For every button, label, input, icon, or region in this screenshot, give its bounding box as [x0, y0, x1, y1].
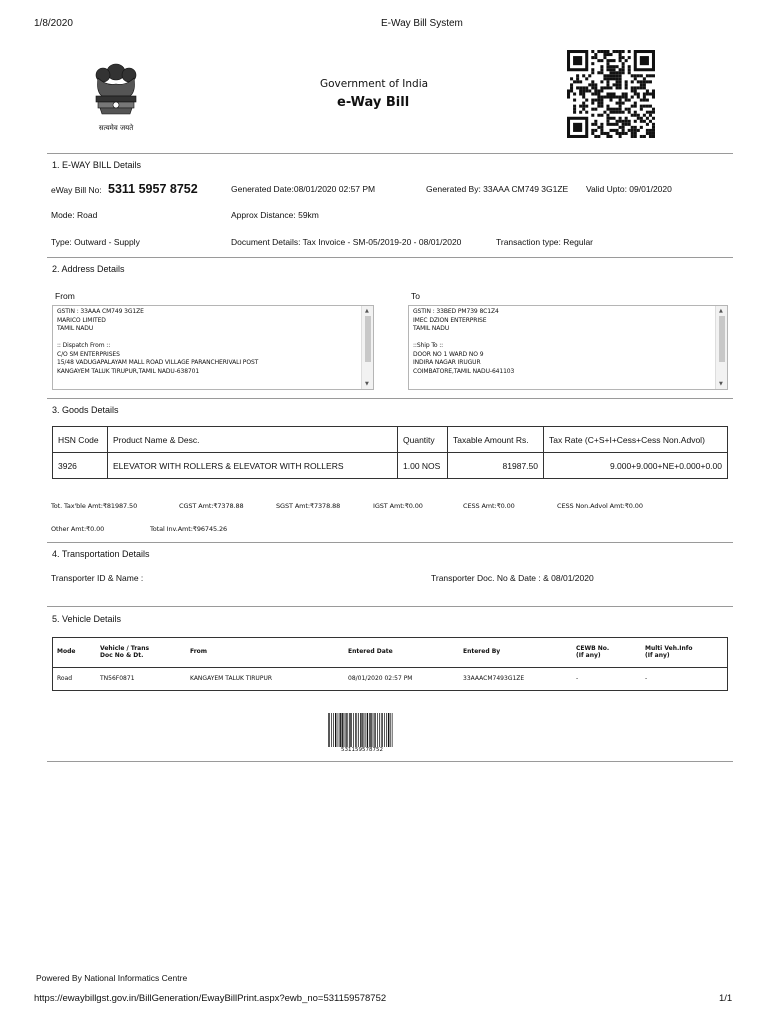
- divider: [47, 761, 733, 762]
- section-transport-title: 4. Transportation Details: [52, 549, 150, 559]
- total-invoice-amount: Total Inv.Amt:₹96745.26: [150, 525, 228, 533]
- col-vehicle-l2: Doc No & Dt.: [100, 651, 144, 659]
- ewb-no: 5311 5957 8752: [108, 182, 198, 196]
- divider: [47, 153, 733, 154]
- sgst-amount: SGST Amt:₹7378.88: [276, 502, 341, 510]
- generated-by: Generated By: 33AAA CM749 3G1ZE: [426, 184, 569, 194]
- address-line: ::Ship To ::: [413, 342, 444, 349]
- col-multi-veh-l2: (If any): [645, 651, 670, 659]
- section-vehicle-title: 5. Vehicle Details: [52, 614, 122, 624]
- to-label: To: [411, 291, 420, 301]
- approx-distance: Approx Distance: 59km: [231, 210, 319, 220]
- vehicle-table: [52, 637, 728, 689]
- vehicle-header-row: [52, 637, 728, 667]
- address-line: COIMBATORE,TAMIL NADU-641103: [413, 367, 515, 375]
- cgst-amount: CGST Amt:₹7378.88: [179, 502, 244, 510]
- col-mode: [52, 637, 95, 667]
- ewb-no-label: eWay Bill No:: [51, 185, 102, 195]
- col-entered-date-l1: Entered Date: [348, 648, 393, 656]
- goods-header-row: [53, 427, 728, 453]
- divider: [47, 606, 733, 607]
- col-multi-veh-l1: Multi Veh.Info: [645, 644, 693, 652]
- to-address-box[interactable]: [408, 305, 728, 390]
- doc-title: e-Way Bill: [337, 95, 410, 110]
- generated-date: Generated Date:08/01/2020 02:57 PM: [231, 184, 376, 194]
- col-cewb: [571, 637, 640, 667]
- print-date: 1/8/2020: [34, 18, 73, 29]
- col-quantity: Quantity: [398, 427, 448, 453]
- col-mode-l1: Mode: [57, 648, 76, 656]
- scroll-down-icon[interactable]: ▼: [719, 380, 723, 387]
- goods-row: [53, 453, 728, 479]
- from-label: From: [55, 291, 75, 301]
- cess-amount: CESS Amt:₹0.00: [463, 502, 515, 510]
- address-line: GSTIN : 33BED PM739 8C1Z4: [413, 308, 499, 315]
- scroll-down-icon[interactable]: ▼: [365, 380, 369, 387]
- from-address-text: [57, 308, 357, 376]
- hsn-code: 3926: [53, 453, 108, 479]
- valid-upto: Valid Upto: 09/01/2020: [586, 184, 672, 194]
- col-from-l1: From: [190, 648, 208, 656]
- address-line: IMEC DZION ENTERPRISE: [413, 316, 487, 324]
- scroll-thumb[interactable]: [365, 316, 371, 362]
- col-hsn: HSN Code: [53, 427, 108, 453]
- address-line: KANGAYEM TALUK TIRUPUR,TAMIL NADU-638701: [57, 367, 200, 375]
- address-line: C/O SM ENTERPRISES: [57, 350, 120, 358]
- print-page-number: 1/1: [719, 993, 733, 1004]
- emblem-logo: [86, 58, 146, 132]
- section-ewb-details-title: 1. E-WAY BILL Details: [52, 160, 142, 170]
- veh-from: KANGAYEM TALUK TIRUPUR: [185, 667, 343, 689]
- col-cewb-l1: CEWB No.: [576, 644, 610, 652]
- transporter-doc: Transporter Doc. No & Date : & 08/01/2020: [431, 573, 594, 583]
- barcode: [327, 713, 395, 747]
- col-vehicle: [95, 637, 185, 667]
- to-scrollbar[interactable]: [715, 306, 727, 389]
- scroll-up-icon[interactable]: ▲: [719, 308, 723, 314]
- address-line: GSTIN : 33AAA CM749 3G1ZE: [57, 308, 144, 315]
- veh-entered-by: 33AAACM7493G1ZE: [458, 667, 571, 689]
- address-line: [413, 334, 711, 343]
- section-goods-title: 3. Goods Details: [52, 405, 119, 415]
- section-address-title: 2. Address Details: [52, 264, 125, 274]
- veh-entered-date: 08/01/2020 02:57 PM: [343, 667, 458, 689]
- gov-title: Government of India: [320, 78, 429, 90]
- veh-number: TN56F0871: [95, 667, 185, 689]
- veh-mode: Road: [52, 667, 95, 689]
- scroll-thumb[interactable]: [719, 316, 725, 362]
- print-url: https://ewaybillgst.gov.in/BillGeneration/EwayBillPrint.aspx?ewb_no=531159578752: [34, 993, 387, 1004]
- total-taxable: Tot. Tax'ble Amt:₹81987.50: [51, 502, 138, 510]
- address-line: [57, 334, 357, 343]
- divider: [47, 257, 733, 258]
- mode: Mode: Road: [51, 210, 98, 220]
- emblem-caption: सत्यमेव जयते: [98, 124, 134, 132]
- print-page-title: E-Way Bill System: [381, 18, 463, 29]
- divider: [47, 542, 733, 543]
- supply-type: Type: Outward - Supply: [51, 237, 140, 247]
- transaction-type: Transaction type: Regular: [496, 237, 594, 247]
- col-entered-date: [343, 637, 458, 667]
- col-vehicle-l1: Vehicle / Trans: [100, 644, 150, 652]
- igst-amount: IGST Amt:₹0.00: [373, 502, 423, 510]
- col-multi-veh: [640, 637, 728, 667]
- from-scrollbar[interactable]: [361, 306, 373, 389]
- transporter-id-name: Transporter ID & Name :: [51, 573, 144, 583]
- col-entered-by-l1: Entered By: [463, 648, 501, 656]
- veh-cewb: -: [571, 667, 640, 689]
- col-from: [185, 637, 343, 667]
- address-line: DOOR NO 1 WARD NO 9: [413, 350, 484, 358]
- barcode-number: 531159578752: [341, 747, 383, 753]
- address-line: 15/48 VADUGAPALAYAM MALL ROAD VILLAGE PARANCHERIVALI POST: [57, 359, 259, 366]
- vehicle-row: [52, 667, 728, 689]
- qr-code: [567, 50, 655, 138]
- veh-multi: -: [640, 667, 728, 689]
- col-tax-rate: Tax Rate (C+S+I+Cess+Cess Non.Advol): [544, 427, 728, 453]
- scroll-up-icon[interactable]: ▲: [365, 308, 369, 314]
- address-line: INDIRA NAGAR IRUGUR: [413, 359, 481, 366]
- other-amount: Other Amt:₹0.00: [51, 525, 105, 533]
- cess-non-advol-amount: CESS Non.Advol Amt:₹0.00: [557, 502, 643, 510]
- col-cewb-l2: (If any): [576, 651, 601, 659]
- divider: [47, 398, 733, 399]
- address-line: MARICO LIMITED: [57, 316, 106, 324]
- from-address-box[interactable]: [52, 305, 374, 390]
- quantity: 1.00 NOS: [398, 453, 448, 479]
- col-product: Product Name & Desc.: [108, 427, 398, 453]
- address-line: TAMIL NADU: [57, 325, 94, 332]
- document-details: Document Details: Tax Invoice - SM-05/2019-20 - 08/01/2020: [231, 237, 462, 247]
- taxable-amount: 81987.50: [448, 453, 544, 479]
- product-desc: ELEVATOR WITH ROLLERS & ELEVATOR WITH ROLLERS: [108, 453, 398, 479]
- address-line: :: Dispatch From ::: [57, 342, 111, 349]
- to-address-text: [413, 308, 711, 376]
- col-entered-by: [458, 637, 571, 667]
- goods-table: [52, 426, 728, 479]
- tax-rate: 9.000+9.000+NE+0.000+0.00: [544, 453, 728, 479]
- address-line: TAMIL NADU: [413, 325, 450, 332]
- col-taxable-amount: Taxable Amount Rs.: [448, 427, 544, 453]
- powered-by: Powered By National Informatics Centre: [36, 973, 188, 983]
